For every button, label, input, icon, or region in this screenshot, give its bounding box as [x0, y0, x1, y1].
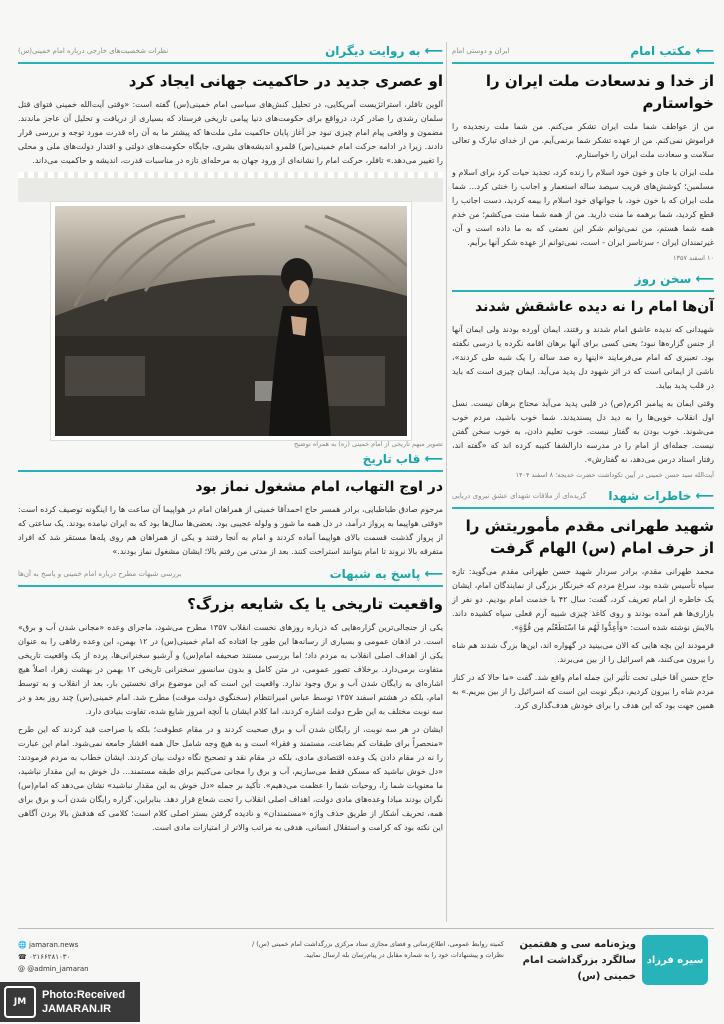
- watermark-line2: JAMARAN.IR: [42, 1003, 112, 1015]
- section-subtitle: بررسی شبهات مطرح درباره امام خمینی و پاسخ به آن‌ها: [18, 570, 182, 578]
- section-title: مکتب امام: [630, 44, 692, 58]
- article-date: ۱۰ اسفند ۱۳۵۷: [673, 254, 714, 262]
- article-title: در اوج التهاب، امام مشغول نماز بود: [195, 479, 443, 495]
- article-title: شهید طهرانی مقدم مأموریتش را از حرف امام (س) الهام گرفت: [465, 517, 714, 557]
- section-title: قاب تاریخ: [362, 452, 421, 466]
- article-body: حاج حسن آقا خیلی تحت تأثیر این جمله امام واقع شد. گفت «ما حالا که در کنار مردم شاه را بیرون کردیم، دیگر نوبت این است که اسرائیل را از بین ببریم.» به همین جهت بود که این هدف را برای خودش هدف‌گذاری کرد.: [452, 673, 714, 710]
- section-title: پاسخ به شبهات: [329, 567, 421, 581]
- torn-paper-divider: [18, 172, 443, 202]
- article-title: از خدا و ندسعادت ملت ایران را خواستارم: [485, 72, 714, 112]
- watermark-line1: Photo:Received: [42, 989, 126, 1001]
- article-body: ایشان در هر سه نوبت، از رایگان شدن آب و برق صحبت کردند و در مقام عطوفت؛ بلکه با صراحت قید کردند که این طرح «منحصراً برای طبقات کم بضاعت، مستمند و فقرا» است و به هیچ وجه شامل حال همه اقشار جامعه نمی‌شود. امام این عبارت را نه در مقام دادن یک وعده اقتصادی مادی، بلکه در مقام نقد و تصحیح نگاه دولت بیان کردند. ایشان خطاب به مردم فرمودند: «دل خوش نباشید که مسکن فقط می‌سازیم، آب و برق را مجانی می‌کنیم برای طبقه مستمند... دل خوش به این مقدار نباشید، ما معنویات شما را، روحیات شما را عظمت می‌دهیم». تأکید بر جمله «دل خوش به این مقدار نباشید» نشان می‌دهد که امام(س) نگران بودند مبادا وعده‌های مادی دولت، اهداف اصلی انقلاب را تحت شعاع قرار دهد. بنابراین، گزاره رایگان شدن آب و برق برای همه، تحریف آشکار از طریق حذف واژه «مستمندان» و نادیده گرفتن بستر اصلی کلام است؛ کلامی که هدفش بالا بردن آگاهی این نکته بود که کرامت و استقلال انسانی، هدفی به مراتب والاتر از امتیازات مادی است.: [18, 725, 443, 832]
- article-body: وقتی ایمان به پیامبر اکرم(ص) در قلبی پدید می‌آید محتاج برهان نیست. نسل اول انقلاب خوبی‌ها را به دید دل پسندیدند. شما خوب باشید، مردم خوب می‌شوند. خوب بودن به گفتار نیست. خوب تعلیم دادن، به خوب سخن گفتن نیست. جمله‌ای از امام را در مدرسه دارالشفا کتیبه کرده اند که «گفته اند، رفتار استاد درس می‌دهد، نه گفتارش».: [452, 399, 714, 464]
- jamaran-logo-icon: JM: [4, 986, 36, 1018]
- arrow-left-icon: ⟵: [424, 43, 443, 59]
- historical-photo-airplane: [51, 202, 411, 440]
- section-subtitle: نظرات شخصیت‌های خارجی درباره امام خمینی(س): [18, 47, 169, 55]
- footer-text: کمیته روابط عمومی، اطلاع‌رسانی و فضای مجازی ستاد مرکزی بزرگداشت امام خمینی (س) / نظرات و پیشنهادات خود را به شماره مقابل در پیام‌رسان بله ارسال نمایید.: [252, 940, 504, 959]
- right-column: [452, 40, 714, 930]
- article-title: واقعیت تاریخی یا یک شایعه بزرگ؟: [187, 595, 443, 613]
- article-body: محمد طهرانی مقدم، برادر سردار شهید حسن طهرانی مقدم می‌گوید: تازه سپاه تأسیس شده بود، سراغ مردم که خبرنگار بزرگی از نمایندگان امام، ایشان یک خاطره از امام تعریف کرد، گفت: سال ۴۲ با خدمت امام بودیم. دو نفر از بازاری‌ها هم آمده بودند و روی کاغذ چیزی شبیه آرم فعلی سپاه کشیده داند. بالایش نوشته شده است: «وَأَعِدُّوا لَهُم مَا اسْتَطَعْتُم مِن قُوَّةٍ».: [452, 567, 714, 632]
- column-divider: [446, 42, 447, 922]
- arrow-left-icon: ⟵: [695, 43, 714, 59]
- section-header-sokhan: [452, 268, 714, 292]
- section-title: سخن روز: [634, 272, 692, 286]
- section-header-maktab: [452, 40, 714, 64]
- article-source: آیت‌الله سید حسن خمینی در آیین تکوداشت حضرت خدیجه؛ ۸ اسفند ۱۴۰۴: [515, 471, 714, 479]
- footer-phone: ۰۲۱۶۶۲۸۱۰۳۰: [28, 953, 71, 961]
- section-header-shobhe: [18, 563, 443, 587]
- article-body: ملت ایران با جان و خون خود اسلام را زنده کرد، تجدید حیات کرد برای اسلام و مسلمین؛ کوشش‌های قریب سیصد ساله استعمار و اجانب را خنثی کرد... شما ملت ایران که با خون خود، با جوانهای خود اسلام را بیمه کردید، دست اجانب را قطع کردید، شما برهمه ما منت دارید. من از همه شما منت می‌کشم؛ من خدم همه شما هستم، من نمی‌توانم شکر این نعمتی که به ما داده است و آن، غیرتمندان ایران - سرتاسر ایران - است، نمی‌توانم از عهده شکر آنها برآیم.: [452, 168, 714, 247]
- photo-illustration: [55, 206, 407, 436]
- article-body: آلوین تافلر، استراتژیست آمریکایی، در تحلیل کنش‌های سیاسی امام خمینی(س) گفته است: «وقتی آیت‌الله خمینی فتوای قتل سلمان رشدی را صادر کرد، درواقع برای حکومت‌های دنیا پیامی تاریخی فرستاد که بسیاری از دریافت و تحلیل آن عاجز ماندند. مضمون و واقعی پیام امام چیزی نبود جز آغاز پایان حاکمیت ملی ملت‌ها که پیشتر ما به آن راه قدرت مورد توجه و بررسی قرار دادند. زیرا در ادامه حرکت امام خمینی(س) قلمرو اندیشه‌های بشری، جایگاه حکومت‌های دولتی و اقتدار دولت‌های ملی و محلی را تغییر می‌دهد.» تافلر، حرکت امام را نشانه‌ای از ورود جهان به مرحله‌ای تازه در مناسبات قدرت، اندیشه و حاکمیت می‌داند.: [18, 100, 443, 165]
- section-subtitle: ایران و دوستی امام: [452, 47, 510, 55]
- footer-handle[interactable]: @admin_jamaran: [27, 965, 89, 973]
- article-body: یکی از جنجالی‌ترین گزاره‌هایی که درباره روزهای نخست انقلاب ۱۳۵۷ مطرح می‌شود، ماجرای وعده «مجانی شدن آب و برق» است. در اذهان عمومی و بسیاری از رسانه‌ها این طور جا افتاده که امام خمینی(س) در ۱۲ بهمن، این وعده رفاهی را به عنوان یکی از اهداف اصلی انقلاب به مردم داد؛ اما بررسی مستند صحیفه امام(س) و آرشیو سخنرانی‌ها، پرده از یک واقعیت تاریخی متفاوت برمی‌دارد. برخلاف تصور عمومی، در متن کامل و بدون سانسور سخنرانی تاریخی ۱۲ بهمن در بهشت زهرا، اصلاً هیچ اشاره‌ای به رایگان شدن آب و برق وجود ندارد. واقعیت این است که این موضوع برای نخستین بار، بعد از انقلاب و به توسط امام، بلکه در هشتم اسفند ۱۳۵۷ توسط عباس امیرانتظام (سخنگوی دولت موقت) مطرح شد. امام خمینی(س) چند روز بعد و در سه نوبت مختلف به این طرح دولت اشاره کردند، اما کلام ایشان با آنچه امروز شایع شده، تفاوت بنیادی دارد.: [18, 623, 444, 716]
- photo-credit-watermark: [0, 982, 140, 1022]
- footer-contact: [18, 939, 188, 975]
- arrow-left-icon: ⟵: [424, 566, 443, 582]
- publication-logo: سیره فرزاد: [642, 935, 708, 985]
- section-header-khaterat: [452, 485, 714, 509]
- section-title: به روایت دیگران: [325, 44, 421, 58]
- arrow-left-icon: ⟵: [424, 451, 443, 467]
- at-icon: @: [18, 965, 28, 973]
- section-header-tarikh: [18, 448, 443, 472]
- footer-title: ویژه‌نامه سی و هفتمین سالگرد بزرگداشت امام خمینی (س): [519, 939, 636, 982]
- footer-site[interactable]: jamaran.news: [28, 941, 79, 949]
- section-subtitle: گزیده‌ای از ملاقات شهدای عشق نیروی دریایی: [452, 492, 587, 500]
- arrow-left-icon: ⟵: [695, 488, 714, 504]
- article-body: فرمودند این بچه هایی که الان می‌بینید در گهواره اند، این‌ها بزرگ شدند هم شاه را بیرون می‌کنند، هم اسرائیل را از بین می‌برند.: [452, 641, 714, 664]
- photo-caption: تصویر مبهم تاریخی از امام خمینی (ره) به همراه توضیح: [293, 440, 443, 448]
- left-column: [18, 40, 443, 930]
- article-body: من از عواطف شما ملت ایران تشکر می‌کنم. من شما ملت رنجدیده را فراموش نمی‌کنم. من از عهده تشکر شما برنمی‌آیم. من از خدای تبارک و تعالی سلامت و سعادت ملت ایران را خواستارم.: [452, 122, 714, 159]
- article-body: شهیدانی که ندیده عاشق امام شدند و رفتند، ایمان آورده بودند ولی ایمان آنها از جنس گزاره‌ها نبود؛ یعنی کسی برای آنها برهان اقامه نکرده یا درسی نگفته بود. تعبیری که امام می‌فرمایند «اینها ره صد ساله را یک شبه طی کردند»، ناشی از ایمانی است که در اثر شهود دل پدید می‌آید. ایمان چیزی است که باید در قلب پدید بیاید.: [452, 325, 714, 390]
- article-body: مرحوم صادق طباطبایی، برادر همسر حاج احمدآقا خمینی از همراهان امام در هواپیما آن ساعت ها را اینگونه توصیف کرده است: «وقتی هواپیما به پرواز درآمد، در دل همه ما شور و ولوله عجیبی بود. بعضی‌ها سال‌ها بود که به ایران نیامده بودند. یک ساعتی که از پرواز گذشت قسمت بالای هواپیما آماده کردند و امام به آنجا رفتند و یکی از همراهان هم روی پله‌ها مستقر شد که افراد متفرقه بالا نروند تا امام بتوانند استراحت کنند. بعد از مدتی من رفتم بالا؛ ایشان مشغول نماز بودند.»: [18, 505, 443, 556]
- article-title: او عصری جدید در حاکمیت جهانی ایجاد کرد: [128, 72, 443, 90]
- section-header-ravayat: [18, 40, 443, 64]
- globe-icon: 🌐: [18, 941, 29, 949]
- arrow-left-icon: ⟵: [695, 271, 714, 287]
- article-title: آن‌ها امام را نه دیده عاشقش شدند: [475, 299, 714, 315]
- phone-icon: ☎: [18, 953, 29, 961]
- section-title: خاطرات شهدا: [608, 489, 692, 503]
